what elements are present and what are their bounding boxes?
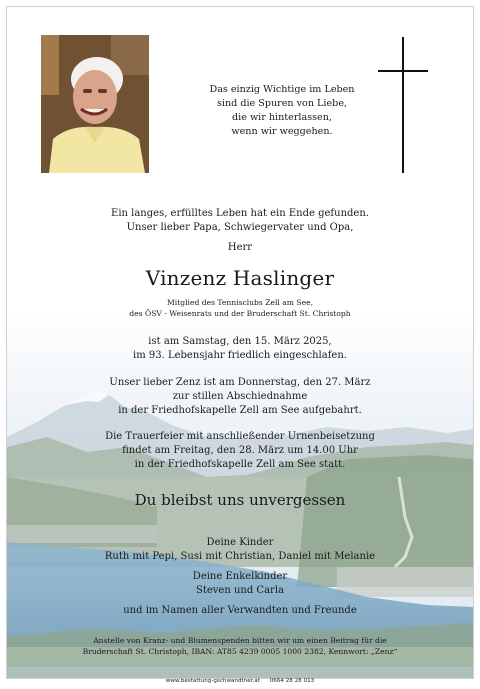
quote-line: wenn wir weggehen. <box>231 126 333 137</box>
grandchildren-label: Deine Enkelkinder <box>192 571 288 582</box>
funeral-line: findet am Freitag, den 28. März um 14.00 Uhr <box>122 445 358 456</box>
funeral-notice <box>7 430 473 472</box>
viewing-line: Unser lieber Zenz ist am Donnerstag, den 27. März <box>109 377 371 388</box>
funeral-line: in der Friedhofskapelle Zell am See statt. <box>134 459 346 470</box>
obituary-card <box>6 6 474 679</box>
death-notice <box>7 335 473 363</box>
footer <box>0 678 480 684</box>
footer-phone: 0664 28 28 013 <box>269 678 315 684</box>
intro-line: Ein langes, erfülltes Leben hat ein Ende gefunden. <box>111 208 369 219</box>
intro-line: Unser lieber Papa, Schwiegervater und Opa, <box>126 222 354 233</box>
death-line: im 93. Lebensjahr friedlich eingeschlafen. <box>133 350 347 361</box>
donation-line: Anstelle von Kranz- und Blumenspenden bitten wir um einen Beitrag für die <box>93 636 387 645</box>
donation-notice <box>7 635 473 657</box>
quote-line: die wir hinterlassen, <box>232 112 332 123</box>
membership-line: des ÖSV - Weisenrats und der Bruderschaft St. Christoph <box>129 309 351 318</box>
viewing-line: zur stillen Abschiednahme <box>172 391 308 402</box>
mourners <box>7 536 473 618</box>
portrait-photo <box>41 35 149 173</box>
children-label: Deine Kinder <box>206 537 274 548</box>
relatives-line: und im Namen aller Verwandten und Freunde <box>123 605 357 616</box>
membership-line: Mitglied des Tennisclubs Zell am See, <box>166 298 314 307</box>
deceased-name: Vinzenz Haslinger <box>145 266 335 290</box>
viewing-notice <box>7 376 473 418</box>
footer-website: www.bestattung-gschwandtner.at <box>165 678 260 684</box>
viewing-line: in der Friedhofskapelle Zell am See aufgebahrt. <box>118 405 362 416</box>
memorial-quote <box>177 83 387 139</box>
quote-line: sind die Spuren von Liebe, <box>216 98 348 109</box>
salutation: Herr <box>227 242 253 253</box>
funeral-line: Die Trauerfeier mit anschließender Urnenbeisetzung <box>105 431 375 442</box>
portrait-image <box>41 35 149 173</box>
children-names: Ruth mit Pepi, Susi mit Christian, Daniel mit Melanie <box>104 551 376 562</box>
intro-text <box>7 207 473 235</box>
quote-line: Das einzig Wichtige im Leben <box>209 84 355 95</box>
memberships <box>7 297 473 319</box>
memorial-motto: Du bleibst uns unvergessen <box>134 491 346 509</box>
donation-line: Bruderschaft St. Christoph, IBAN: AT85 4239 0005 1000 2382, Kennwort: „Zenz“ <box>82 647 398 656</box>
cross-icon <box>378 37 428 175</box>
grandchildren-names: Steven und Carla <box>196 585 284 596</box>
death-line: ist am Samstag, den 15. März 2025, <box>148 336 332 347</box>
